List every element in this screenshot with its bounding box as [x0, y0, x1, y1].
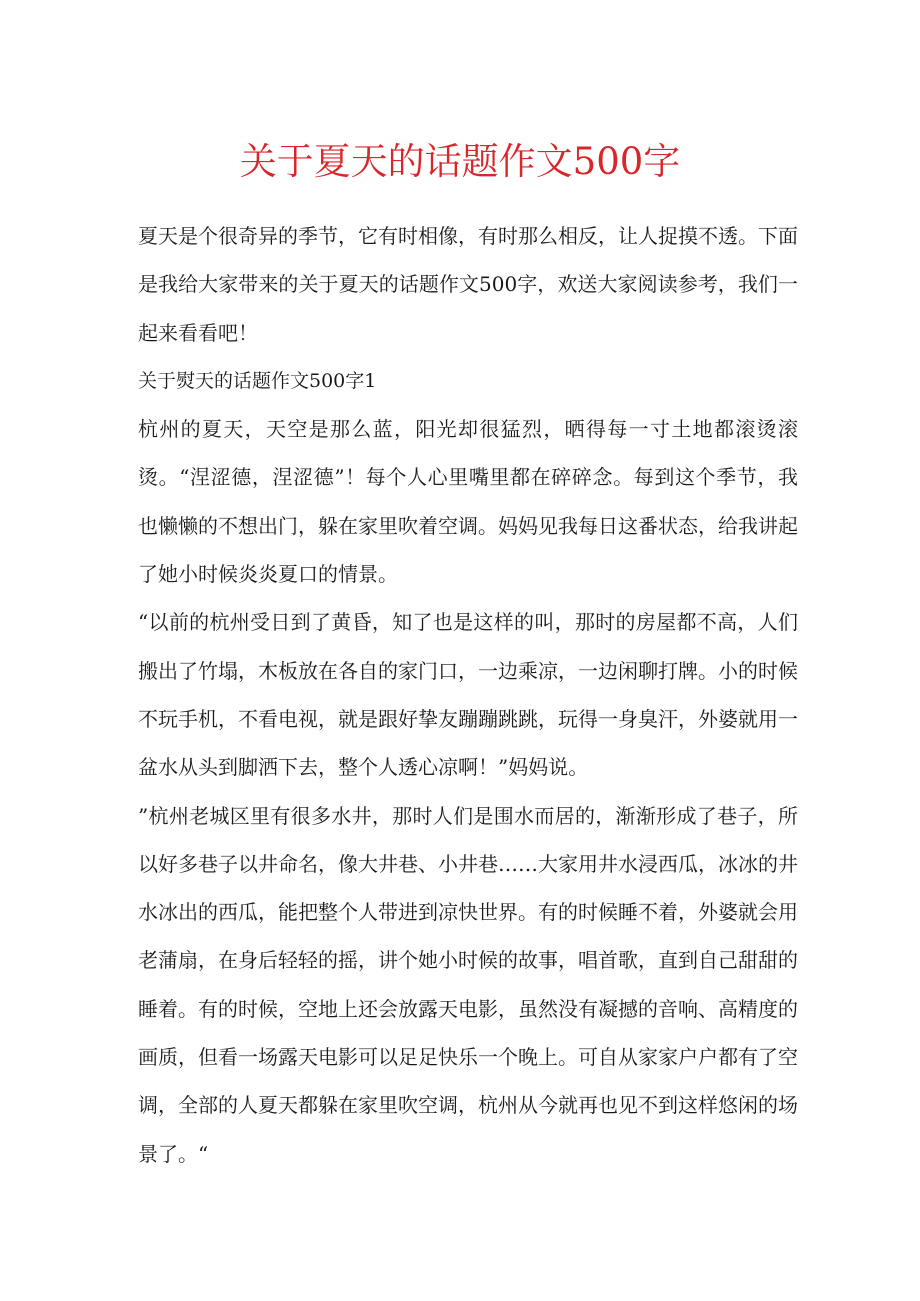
body-paragraph: ”杭州老城区里有很多水井，那时人们是围水而居的，渐渐形成了巷子，所以好多巷子以井命名，像大井巷、小井巷……大家用井水浸西瓜，冰冰的井水冰出的西瓜，能把整个人带进到凉快世界。有的时候睡不着，外婆就会用老蒲扇，在身后轻轻的摇，讲个她小时候的故事，唱首歌，直到自己甜甜的睡着。有的时候，空地上还会放露天电影，虽然没有凝撼的音响、高精度的画质，但看一场露天电影可以足足快乐一个晚上。可自从家家户户都有了空调，全部的人夏天都躲在家里吹空调，杭州从今就再也见不到这样悠闲的场景了。“: [138, 803, 798, 1166]
body-paragraph: “以前的杭州受日到了黄昏，知了也是这样的叫，那时的房屋都不高，人们搬出了竹塌，木板放在各自的家门口，一边乘凉，一边闲聊打牌。小的时候不玩手机，不看电视，就是跟好挚友蹦蹦跳跳，玩得一身臭汗，外婆就用一盆水从头到脚洒下去，整个人透心凉啊！”妈妈说。: [138, 610, 798, 780]
body-paragraph: 杭州的夏天，天空是那么蓝，阳光却很猛烈，晒得每一寸土地都滚烫滚烫。“涅涩德，涅涩德”！每个人心里嘴里都在碎碎念。每到这个季节，我也懒懒的不想出门，躲在家里吹着空调。妈妈见我每日这番状态，给我讲起了她小时候炎炎夏口的情景。: [138, 417, 798, 587]
document-title: 关于夏天的话题作文500字: [239, 140, 681, 183]
intro-paragraph: 夏天是个很奇异的季节，它有时相像，有时那么相反，让人捉摸不透。下面是我给大家带来的关于夏天的话题作文500字，欢送大家阅读参考，我们一起来看看吧！: [138, 224, 798, 345]
document-body: [138, 212, 798, 1178]
section-heading: 关于熨天的话题作文500字1: [138, 369, 377, 392]
